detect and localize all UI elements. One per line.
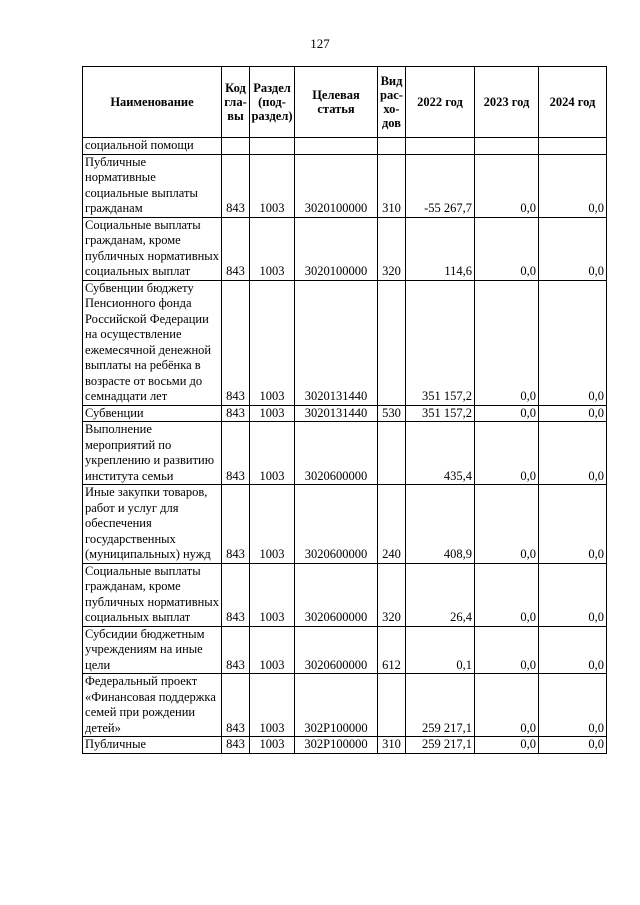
cell-name: Субвенции bbox=[83, 405, 222, 422]
cell-expense-type bbox=[378, 422, 406, 485]
cell-target-item: 302P100000 bbox=[295, 737, 378, 754]
cell-2023: 0,0 bbox=[475, 422, 539, 485]
cell-section: 1003 bbox=[250, 674, 295, 737]
cell-2022: 0,1 bbox=[406, 626, 475, 674]
cell-expense-type bbox=[378, 280, 406, 405]
cell-chapter-code: 843 bbox=[222, 485, 250, 564]
cell-2023: 0,0 bbox=[475, 405, 539, 422]
cell-expense-type bbox=[378, 674, 406, 737]
cell-2022 bbox=[406, 138, 475, 155]
cell-target-item: 3020600000 bbox=[295, 485, 378, 564]
cell-target-item: 3020131440 bbox=[295, 280, 378, 405]
cell-2024: 0,0 bbox=[539, 674, 607, 737]
cell-name: Публичные bbox=[83, 737, 222, 754]
cell-chapter-code: 843 bbox=[222, 737, 250, 754]
cell-section: 1003 bbox=[250, 280, 295, 405]
cell-section: 1003 bbox=[250, 154, 295, 217]
cell-name: Выполнение мероприятий по укреплению и развитию института семьи bbox=[83, 422, 222, 485]
table-row bbox=[83, 138, 607, 155]
table-row bbox=[83, 737, 607, 754]
table-body bbox=[83, 138, 607, 754]
cell-chapter-code: 843 bbox=[222, 422, 250, 485]
cell-name: Субсидии бюджетным учреждениям на иные цели bbox=[83, 626, 222, 674]
cell-2024: 0,0 bbox=[539, 422, 607, 485]
cell-2023: 0,0 bbox=[475, 674, 539, 737]
header-target-item: Целевая статья bbox=[295, 67, 378, 138]
cell-2023: 0,0 bbox=[475, 154, 539, 217]
cell-2023: 0,0 bbox=[475, 563, 539, 626]
cell-2024: 0,0 bbox=[539, 626, 607, 674]
cell-target-item: 3020600000 bbox=[295, 626, 378, 674]
header-row bbox=[83, 67, 607, 138]
cell-name: Федеральный проект «Финансовая поддержка семей при рождении детей» bbox=[83, 674, 222, 737]
table-row bbox=[83, 485, 607, 564]
table-row bbox=[83, 563, 607, 626]
cell-target-item: 3020600000 bbox=[295, 563, 378, 626]
cell-2023: 0,0 bbox=[475, 626, 539, 674]
header-2023: 2023 год bbox=[475, 67, 539, 138]
cell-2022: 351 157,2 bbox=[406, 280, 475, 405]
cell-2024: 0,0 bbox=[539, 154, 607, 217]
cell-expense-type: 612 bbox=[378, 626, 406, 674]
cell-expense-type: 320 bbox=[378, 563, 406, 626]
table-row bbox=[83, 422, 607, 485]
table-row bbox=[83, 405, 607, 422]
cell-chapter-code: 843 bbox=[222, 563, 250, 626]
cell-2024: 0,0 bbox=[539, 563, 607, 626]
cell-name: Социальные выплаты гражданам, кроме публичных нормативных социальных выплат bbox=[83, 563, 222, 626]
header-section: Раздел (под- раздел) bbox=[250, 67, 295, 138]
page-number: 127 bbox=[310, 36, 330, 51]
cell-2024: 0,0 bbox=[539, 217, 607, 280]
cell-target-item: 3020600000 bbox=[295, 422, 378, 485]
cell-chapter-code: 843 bbox=[222, 217, 250, 280]
table-row bbox=[83, 280, 607, 405]
table-row bbox=[83, 217, 607, 280]
cell-section bbox=[250, 138, 295, 155]
cell-expense-type: 310 bbox=[378, 737, 406, 754]
cell-section: 1003 bbox=[250, 563, 295, 626]
cell-chapter-code bbox=[222, 138, 250, 155]
table-row bbox=[83, 154, 607, 217]
header-2024: 2024 год bbox=[539, 67, 607, 138]
cell-section: 1003 bbox=[250, 626, 295, 674]
cell-target-item: 302P100000 bbox=[295, 674, 378, 737]
cell-expense-type: 240 bbox=[378, 485, 406, 564]
cell-section: 1003 bbox=[250, 485, 295, 564]
cell-2022: 351 157,2 bbox=[406, 405, 475, 422]
cell-2022: 435,4 bbox=[406, 422, 475, 485]
header-chapter-code: Код гла- вы bbox=[222, 67, 250, 138]
cell-expense-type: 320 bbox=[378, 217, 406, 280]
cell-2023: 0,0 bbox=[475, 737, 539, 754]
cell-expense-type bbox=[378, 138, 406, 155]
cell-name: социальной помощи bbox=[83, 138, 222, 155]
cell-chapter-code: 843 bbox=[222, 626, 250, 674]
cell-2023: 0,0 bbox=[475, 280, 539, 405]
cell-section: 1003 bbox=[250, 217, 295, 280]
cell-name: Публичные нормативные социальные выплаты гражданам bbox=[83, 154, 222, 217]
cell-2024: 0,0 bbox=[539, 280, 607, 405]
cell-2024: 0,0 bbox=[539, 405, 607, 422]
cell-target-item: 3020100000 bbox=[295, 217, 378, 280]
cell-target-item: 3020100000 bbox=[295, 154, 378, 217]
cell-2022: 259 217,1 bbox=[406, 674, 475, 737]
cell-section: 1003 bbox=[250, 422, 295, 485]
cell-2024: 0,0 bbox=[539, 485, 607, 564]
cell-2022: 408,9 bbox=[406, 485, 475, 564]
header-name: Наименование bbox=[83, 67, 222, 138]
cell-target-item: 3020131440 bbox=[295, 405, 378, 422]
cell-2022: -55 267,7 bbox=[406, 154, 475, 217]
header-expense-type: Вид рас- хо- дов bbox=[378, 67, 406, 138]
budget-table bbox=[82, 66, 607, 754]
cell-2024 bbox=[539, 138, 607, 155]
cell-name: Иные закупки товаров, работ и услуг для обеспечения государственных (муниципальных) нужд bbox=[83, 485, 222, 564]
cell-2022: 114,6 bbox=[406, 217, 475, 280]
cell-expense-type: 530 bbox=[378, 405, 406, 422]
cell-chapter-code: 843 bbox=[222, 405, 250, 422]
cell-2022: 26,4 bbox=[406, 563, 475, 626]
cell-chapter-code: 843 bbox=[222, 280, 250, 405]
header-2022: 2022 год bbox=[406, 67, 475, 138]
cell-expense-type: 310 bbox=[378, 154, 406, 217]
cell-section: 1003 bbox=[250, 737, 295, 754]
cell-2024: 0,0 bbox=[539, 737, 607, 754]
cell-2022: 259 217,1 bbox=[406, 737, 475, 754]
cell-chapter-code: 843 bbox=[222, 154, 250, 217]
cell-name: Социальные выплаты гражданам, кроме публичных нормативных социальных выплат bbox=[83, 217, 222, 280]
cell-2023: 0,0 bbox=[475, 217, 539, 280]
cell-2023 bbox=[475, 138, 539, 155]
table-row bbox=[83, 674, 607, 737]
table-row bbox=[83, 626, 607, 674]
cell-target-item bbox=[295, 138, 378, 155]
cell-chapter-code: 843 bbox=[222, 674, 250, 737]
cell-2023: 0,0 bbox=[475, 485, 539, 564]
cell-name: Субвенции бюджету Пенсионного фонда Российской Федерации на осуществление ежемесячной денежной выплаты на ребёнка в возрасте от восьми до семнадцати лет bbox=[83, 280, 222, 405]
cell-section: 1003 bbox=[250, 405, 295, 422]
